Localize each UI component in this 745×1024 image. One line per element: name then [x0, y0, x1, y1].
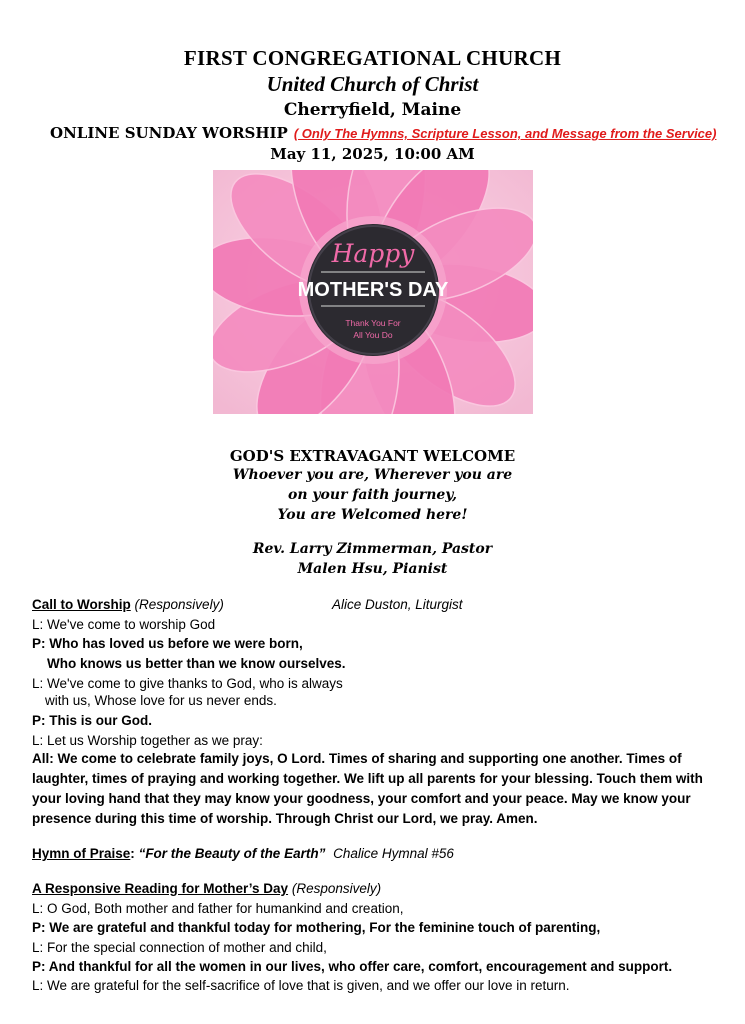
welcome-line-2: on your faith journey, — [288, 487, 457, 503]
call-line-6: P: This is our God. — [32, 713, 153, 728]
unison-prayer-text: We come to celebrate family joys, O Lord. Times of sharing and supporting one another. Times of laughter, times of praying and working together. We lift up all parents for your blessing. Touch them with your loving hand that they may know your goodness, your comfort and your peace. May we know your presence during this time of worship. Through Christ our Lord, we pray. Amen. — [32, 751, 703, 826]
online-worship-note: ( Only The Hymns, Scripture Lesson, and Message from the Service) — [293, 126, 717, 141]
reading-line-5: L: We are grateful for the self-sacrifice of love that is given, and we offer our love in return. — [32, 978, 570, 993]
call-to-worship-mode: (Responsively) — [134, 597, 224, 612]
unison-prayer — [32, 749, 732, 829]
liturgist-name: Alice Duston, Liturgist — [332, 597, 463, 612]
reading-heading: A Responsive Reading for Mother’s Day — [32, 881, 289, 896]
online-worship-line — [50, 124, 716, 142]
reading-line-4: P: And thankful for all the women in our lives, who offer care, comfort, encouragement and support. — [32, 959, 673, 974]
welcome-line-3: You are Welcomed here! — [277, 507, 468, 523]
call-line-3: Who knows us better than we know ourselves. — [47, 656, 346, 671]
banner-all-you-do-text: All You Do — [353, 330, 393, 340]
hymn-title: “For the Beauty of the Earth” — [138, 846, 326, 861]
church-name: FIRST CONGREGATIONAL CHURCH — [183, 46, 562, 70]
banner-mothers-day-text: MOTHER'S DAY — [297, 279, 449, 301]
call-line-5: with us, Whose love for us never ends. — [45, 693, 277, 708]
welcome-line-1: Whoever you are, Wherever you are — [232, 467, 513, 483]
service-date: May 11, 2025, 10:00 AM — [270, 145, 475, 163]
reading-mode: (Responsively) — [291, 881, 382, 896]
pianist-name: Malen Hsu, Pianist — [297, 561, 448, 577]
call-to-worship-heading: Call to Worship — [32, 597, 131, 612]
hymn-line: Hymn of Praise: “For the Beauty of the Earth” Chalice Hymnal #56 — [32, 846, 454, 861]
unison-prayer-label: All: — [32, 751, 54, 766]
welcome-title: GOD'S EXTRAVAGANT WELCOME — [229, 447, 516, 465]
reading-line-2: P: We are grateful and thankful today for mothering, For the feminine touch of parenting, — [32, 920, 601, 935]
call-to-worship-heading-line — [32, 597, 224, 612]
reading-line-3: L: For the special connection of mother and child, — [32, 940, 327, 955]
denomination: United Church of Christ — [266, 72, 479, 96]
hymn-heading: Hymn of Praise — [32, 846, 131, 861]
banner-happy-text: Happy — [331, 239, 415, 268]
church-location: Cherryfield, Maine — [283, 100, 462, 120]
call-line-7: L: Let us Worship together as we pray: — [32, 733, 263, 748]
banner-thank-you-text: Thank You For — [345, 318, 401, 328]
call-line-1: L: We've come to worship God — [32, 617, 216, 632]
call-line-2: P: Who has loved us before we were born, — [32, 636, 303, 651]
reading-line-1: L: O God, Both mother and father for humankind and creation, — [32, 901, 404, 916]
reading-heading-line — [32, 881, 381, 896]
call-line-4: L: We've come to give thanks to God, who is always — [32, 676, 343, 691]
mothers-day-banner — [213, 170, 533, 414]
pastor-name: Rev. Larry Zimmerman, Pastor — [252, 541, 493, 557]
hymn-source: Chalice Hymnal #56 — [333, 846, 454, 861]
online-worship-label: ONLINE SUNDAY WORSHIP — [50, 124, 288, 142]
